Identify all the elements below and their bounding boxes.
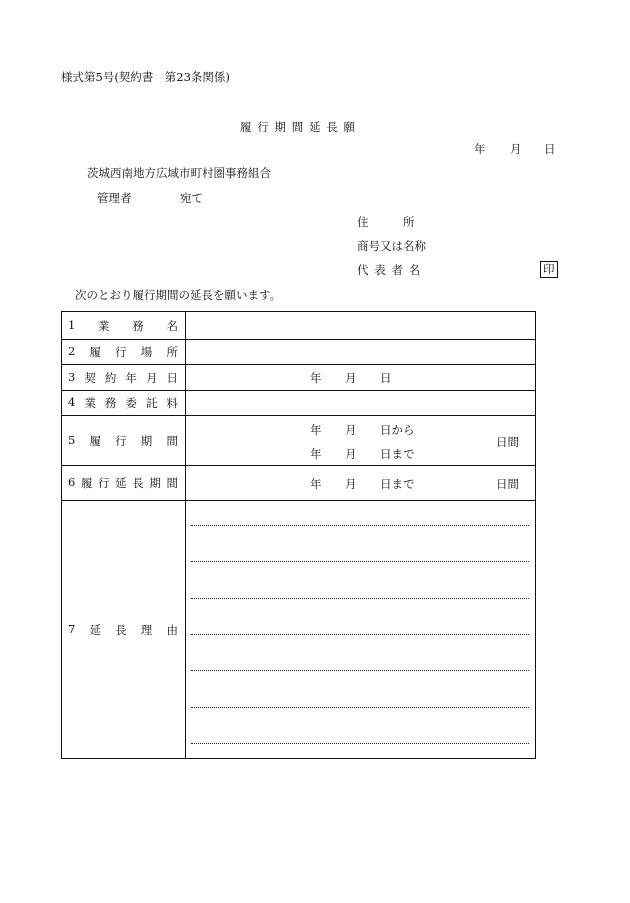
label-char: 託 [145, 396, 158, 410]
addressee-manager: 管理者 [97, 191, 132, 205]
date-year: 年 [474, 142, 486, 156]
table-row [62, 416, 536, 466]
year-unit: 年 [310, 477, 322, 491]
label-char: 名 [166, 318, 178, 333]
label-char: 務 [104, 396, 117, 410]
dotted-line [191, 561, 529, 562]
label-char: 期 [140, 433, 153, 448]
label-char: 料 [166, 396, 178, 410]
performance-period-field[interactable] [186, 416, 536, 466]
dotted-line [191, 525, 529, 526]
label-char: 業 [98, 318, 110, 333]
label-char: 間 [166, 433, 178, 448]
addressee-organization: 茨城西南地方広域市町村圏事務組合 [87, 166, 271, 180]
row-label [62, 416, 186, 466]
extension-period-field[interactable] [186, 466, 536, 501]
row-label [62, 312, 186, 340]
label-char: 由 [166, 622, 178, 637]
row-number: 1 [68, 317, 76, 332]
table-row [62, 501, 536, 759]
contract-date-field[interactable] [186, 365, 536, 391]
label-char: 年 [125, 370, 137, 385]
date-month: 月 [510, 142, 522, 156]
row-number: 2 [68, 344, 76, 358]
label-char: 長 [115, 622, 127, 637]
from-day-unit: 日から [380, 423, 415, 437]
table-row [62, 312, 536, 340]
extension-reason-field[interactable] [186, 501, 536, 759]
addressee-honorific: 宛て [180, 191, 203, 205]
table-row [62, 391, 536, 416]
label-char: 長 [132, 476, 144, 490]
commission-fee-field[interactable] [186, 391, 536, 416]
label-char: 期 [149, 476, 161, 490]
page-title: 履行期間延長願 [240, 120, 361, 134]
business-name-field[interactable] [186, 312, 536, 340]
label-char: 場 [140, 345, 153, 359]
label-char: 行 [98, 476, 110, 490]
label-char: 延 [89, 622, 101, 637]
year-unit: 年 [310, 423, 322, 437]
month-unit: 月 [345, 447, 357, 461]
label-char: 間 [166, 476, 178, 490]
label-char: 履 [89, 433, 101, 448]
table-row [62, 340, 536, 365]
row-number: 3 [68, 369, 76, 384]
row-label [62, 340, 186, 365]
row-label [62, 501, 186, 759]
month-unit: 月 [345, 477, 357, 491]
dotted-line [191, 634, 529, 635]
month-unit: 月 [345, 371, 357, 385]
to-day-unit: 日まで [380, 477, 415, 491]
label-char: 日 [166, 370, 178, 385]
row-number: 7 [68, 621, 76, 636]
label-char: 月 [145, 370, 158, 385]
day-unit: 日 [380, 371, 392, 385]
days-unit: 日間 [496, 477, 519, 491]
label-char: 務 [132, 318, 144, 333]
row-label [62, 466, 186, 501]
label-char: 履 [80, 476, 93, 490]
applicant-name-label: 商号又は名称 [357, 239, 426, 253]
dotted-line [191, 670, 529, 671]
dotted-line [191, 743, 529, 744]
applicant-rep-label: 代表者名 [357, 263, 426, 277]
year-unit: 年 [310, 371, 322, 385]
label-char: 履 [89, 345, 101, 359]
row-label [62, 365, 186, 391]
label-char: 行 [115, 433, 127, 448]
table-row [62, 365, 536, 391]
form-number: 様式第5号(契約書 第23条関係) [61, 70, 230, 84]
intro-text: 次のとおり履行期間の延長を願います。 [75, 288, 282, 302]
row-number: 6 [68, 475, 76, 489]
request-table [61, 311, 536, 759]
days-unit: 日間 [496, 435, 519, 449]
applicant-address-label: 住 所 [357, 215, 415, 229]
seal-mark: 印 [540, 261, 558, 278]
year-unit: 年 [310, 447, 322, 461]
label-char: 所 [166, 345, 178, 359]
label-char: 業 [84, 396, 96, 410]
row-label [62, 391, 186, 416]
dotted-line [191, 707, 529, 708]
label-char: 理 [140, 622, 153, 637]
label-char: 約 [104, 370, 117, 385]
to-day-unit: 日まで [380, 447, 415, 461]
label-char: 委 [125, 396, 137, 410]
month-unit: 月 [345, 423, 357, 437]
label-char: 延 [115, 476, 127, 490]
label-char: 行 [115, 345, 127, 359]
row-number: 5 [68, 432, 76, 447]
row-number: 4 [68, 395, 76, 409]
performance-location-field[interactable] [186, 340, 536, 365]
dotted-line [191, 598, 529, 599]
label-char: 契 [84, 370, 96, 385]
table-row [62, 466, 536, 501]
date-day: 日 [544, 142, 556, 156]
